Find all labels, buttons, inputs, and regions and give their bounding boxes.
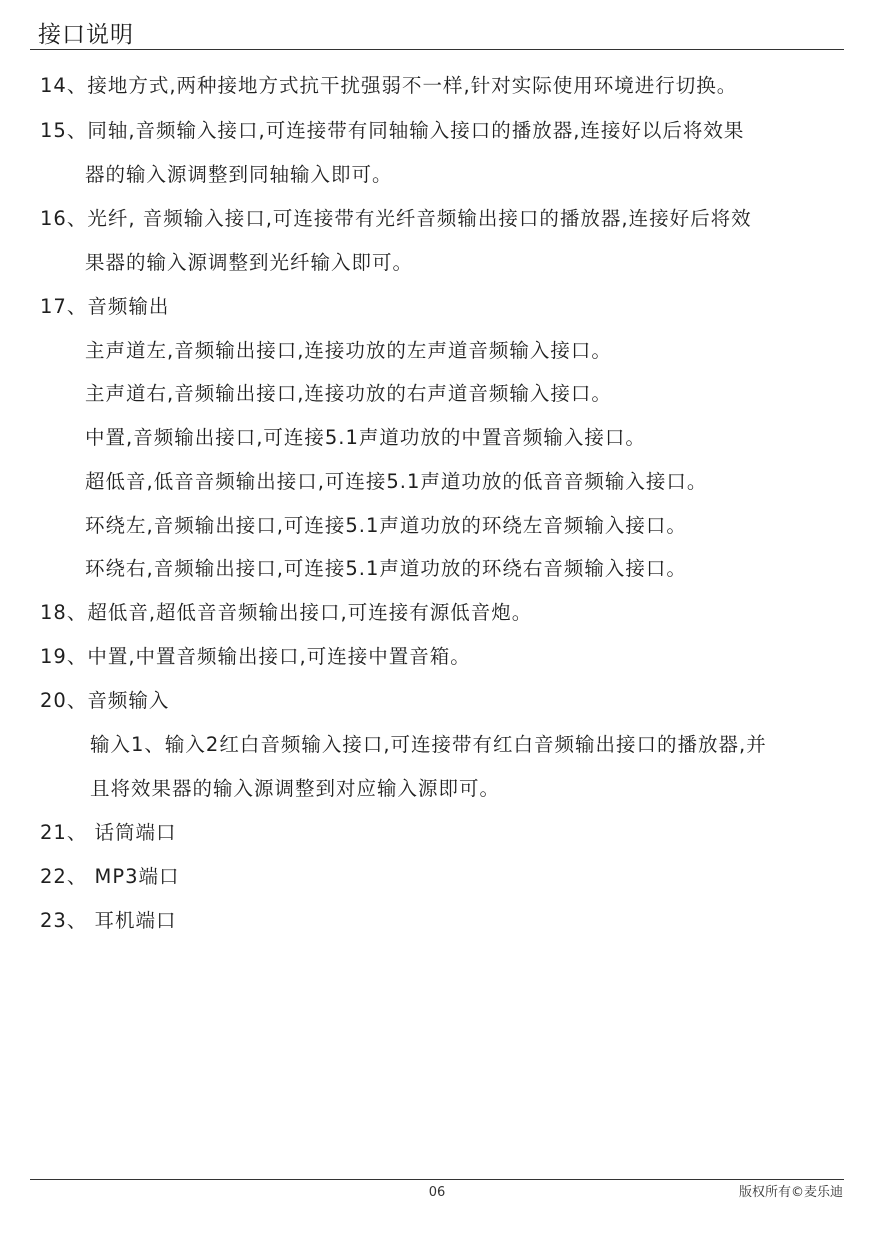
item-17-subwoofer: 超低音,低音音频输出接口,可连接5.1声道功放的低音音频输入接口。	[85, 470, 708, 493]
item-17: 17、音频输出	[40, 295, 170, 318]
item-17-surround-left: 环绕左,音频输出接口,可连接5.1声道功放的环绕左音频输入接口。	[85, 514, 687, 537]
item-15-line-1: 15、同轴,音频输入接口,可连接带有同轴输入接口的播放器,连接好以后将效果	[40, 119, 745, 142]
page-number: 06	[428, 1185, 446, 1200]
item-22: 22、 MP3端口	[40, 865, 180, 888]
page-title: 接口说明	[38, 22, 134, 48]
item-18: 18、超低音,超低音音频输出接口,可连接有源低音炮。	[40, 601, 533, 624]
item-21: 21、 话筒端口	[40, 821, 177, 844]
item-20-line-2: 且将效果器的输入源调整到对应输入源即可。	[90, 777, 501, 800]
item-19: 19、中置,中置音频输出接口,可连接中置音箱。	[40, 645, 471, 668]
item-17-center: 中置,音频输出接口,可连接5.1声道功放的中置音频输入接口。	[85, 426, 646, 449]
footer-divider	[30, 1179, 844, 1180]
item-20-line-1: 输入1、输入2红白音频输入接口,可连接带有红白音频输出接口的播放器,并	[90, 733, 767, 756]
item-23: 23、 耳机端口	[40, 909, 177, 932]
item-16-line-1: 16、光纤, 音频输入接口,可连接带有光纤音频输出接口的播放器,连接好后将效	[40, 207, 752, 230]
item-16-line-2: 果器的输入源调整到光纤输入即可。	[85, 251, 414, 274]
item-20: 20、音频输入	[40, 689, 170, 712]
item-15-line-2: 器的输入源调整到同轴输入即可。	[85, 163, 393, 186]
item-17-surround-right: 环绕右,音频输出接口,可连接5.1声道功放的环绕右音频输入接口。	[85, 557, 687, 580]
item-17-main-right: 主声道右,音频输出接口,连接功放的右声道音频输入接口。	[85, 382, 612, 405]
item-14: 14、接地方式,两种接地方式抗干扰强弱不一样,针对实际使用环境进行切换。	[40, 74, 738, 97]
header-divider	[30, 49, 844, 50]
item-17-main-left: 主声道左,音频输出接口,连接功放的左声道音频输入接口。	[85, 339, 612, 362]
copyright-notice: 版权所有©麦乐迪	[738, 1185, 843, 1200]
